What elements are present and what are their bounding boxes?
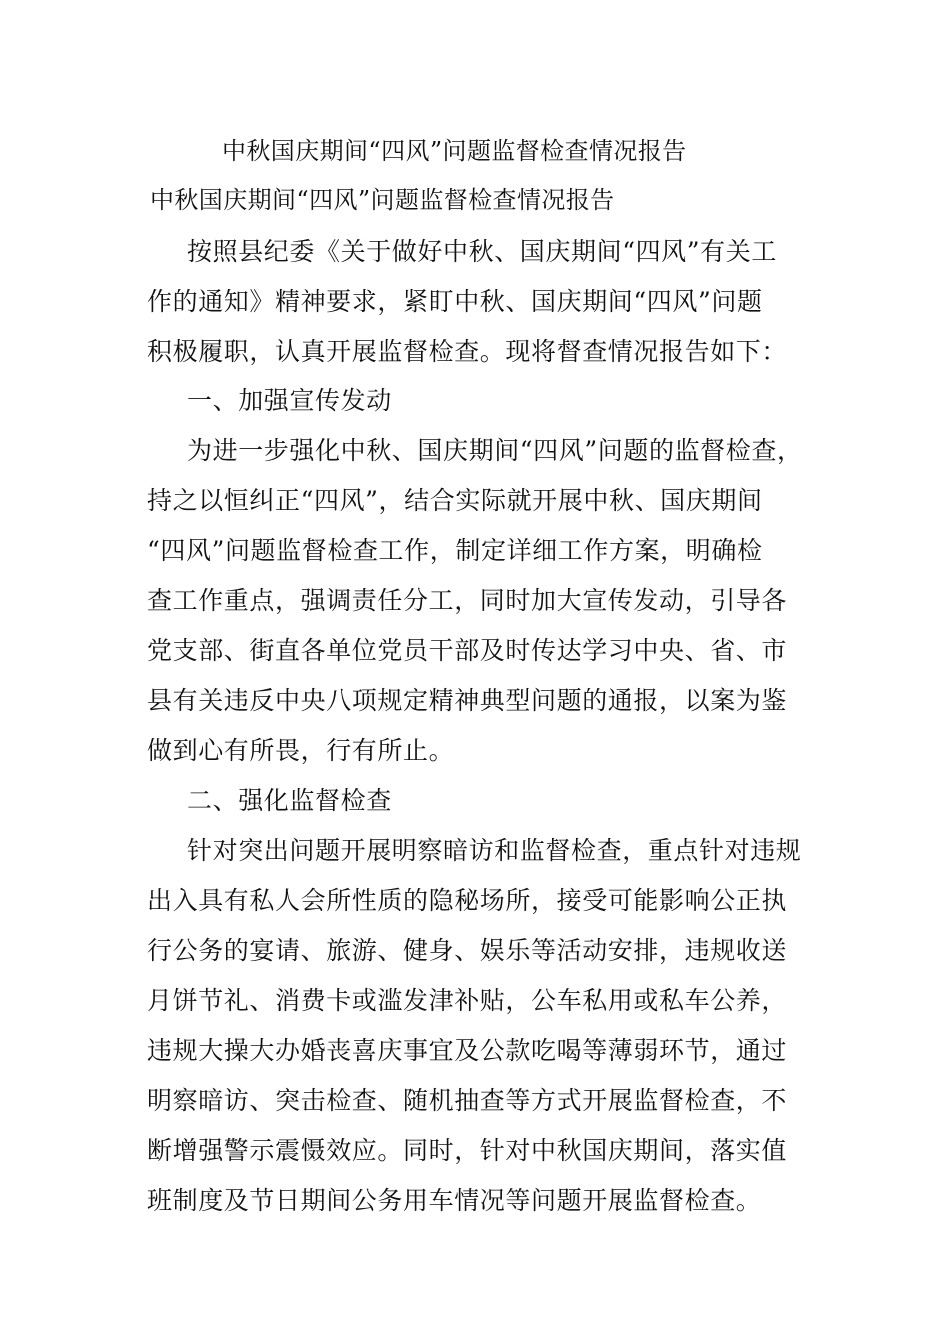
paragraph-line: 月饼节礼、消费卡或滥发津补贴，公车私用或私车公养， [147,986,788,1015]
paragraph-line: 持之以恒纠正“四风”，结合实际就开展中秋、国庆期间 [147,486,763,515]
paragraph-line: 积极履职，认真开展监督检查。现将督查情况报告如下： [147,337,788,366]
section-heading: 二、强化监督检查 [187,786,392,815]
paragraph-line: 明察暗访、突击检查、随机抽查等方式开展监督检查，不 [147,1086,788,1115]
paragraph-line: 做到心有所畏，行有所止。 [147,736,455,765]
paragraph-line: 县有关违反中央八项规定精神典型问题的通报，以案为鉴 [147,686,788,715]
paragraph-line: 出入具有私人会所性质的隐秘场所，接受可能影响公正执 [147,886,788,915]
paragraph-line: “四风”问题监督检查工作，制定详细工作方案，明确检 [147,536,763,565]
paragraph-line: 按照县纪委《关于做好中秋、国庆期间“四风”有关工 [187,237,777,266]
paragraph-line: 班制度及节日期间公务用车情况等问题开展监督检查。 [147,1186,762,1215]
paragraph-line: 针对突出问题开展明察暗访和监督检查，重点针对违规 [187,836,802,865]
document-subtitle: 中秋国庆期间“四风”问题监督检查情况报告 [150,186,615,214]
document-title: 中秋国庆期间“四风”问题监督检查情况报告 [222,137,687,165]
section-heading: 一、加强宣传发动 [187,386,392,415]
paragraph-line: 党支部、街直各单位党员干部及时传达学习中央、省、市 [147,636,788,665]
paragraph-line: 为进一步强化中秋、国庆期间“四风”问题的监督检查， [187,436,803,465]
paragraph-line: 查工作重点，强调责任分工，同时加大宣传发动，引导各 [147,586,788,615]
paragraph-line: 违规大操大办婚丧喜庆事宜及公款吃喝等薄弱环节，通过 [147,1036,788,1065]
paragraph-line: 作的通知》精神要求，紧盯中秋、国庆期间“四风”问题 [147,287,763,316]
paragraph-line: 断增强警示震慑效应。同时，针对中秋国庆期间，落实值 [147,1136,788,1165]
paragraph-line: 行公务的宴请、旅游、健身、娱乐等活动安排，违规收送 [147,936,788,965]
